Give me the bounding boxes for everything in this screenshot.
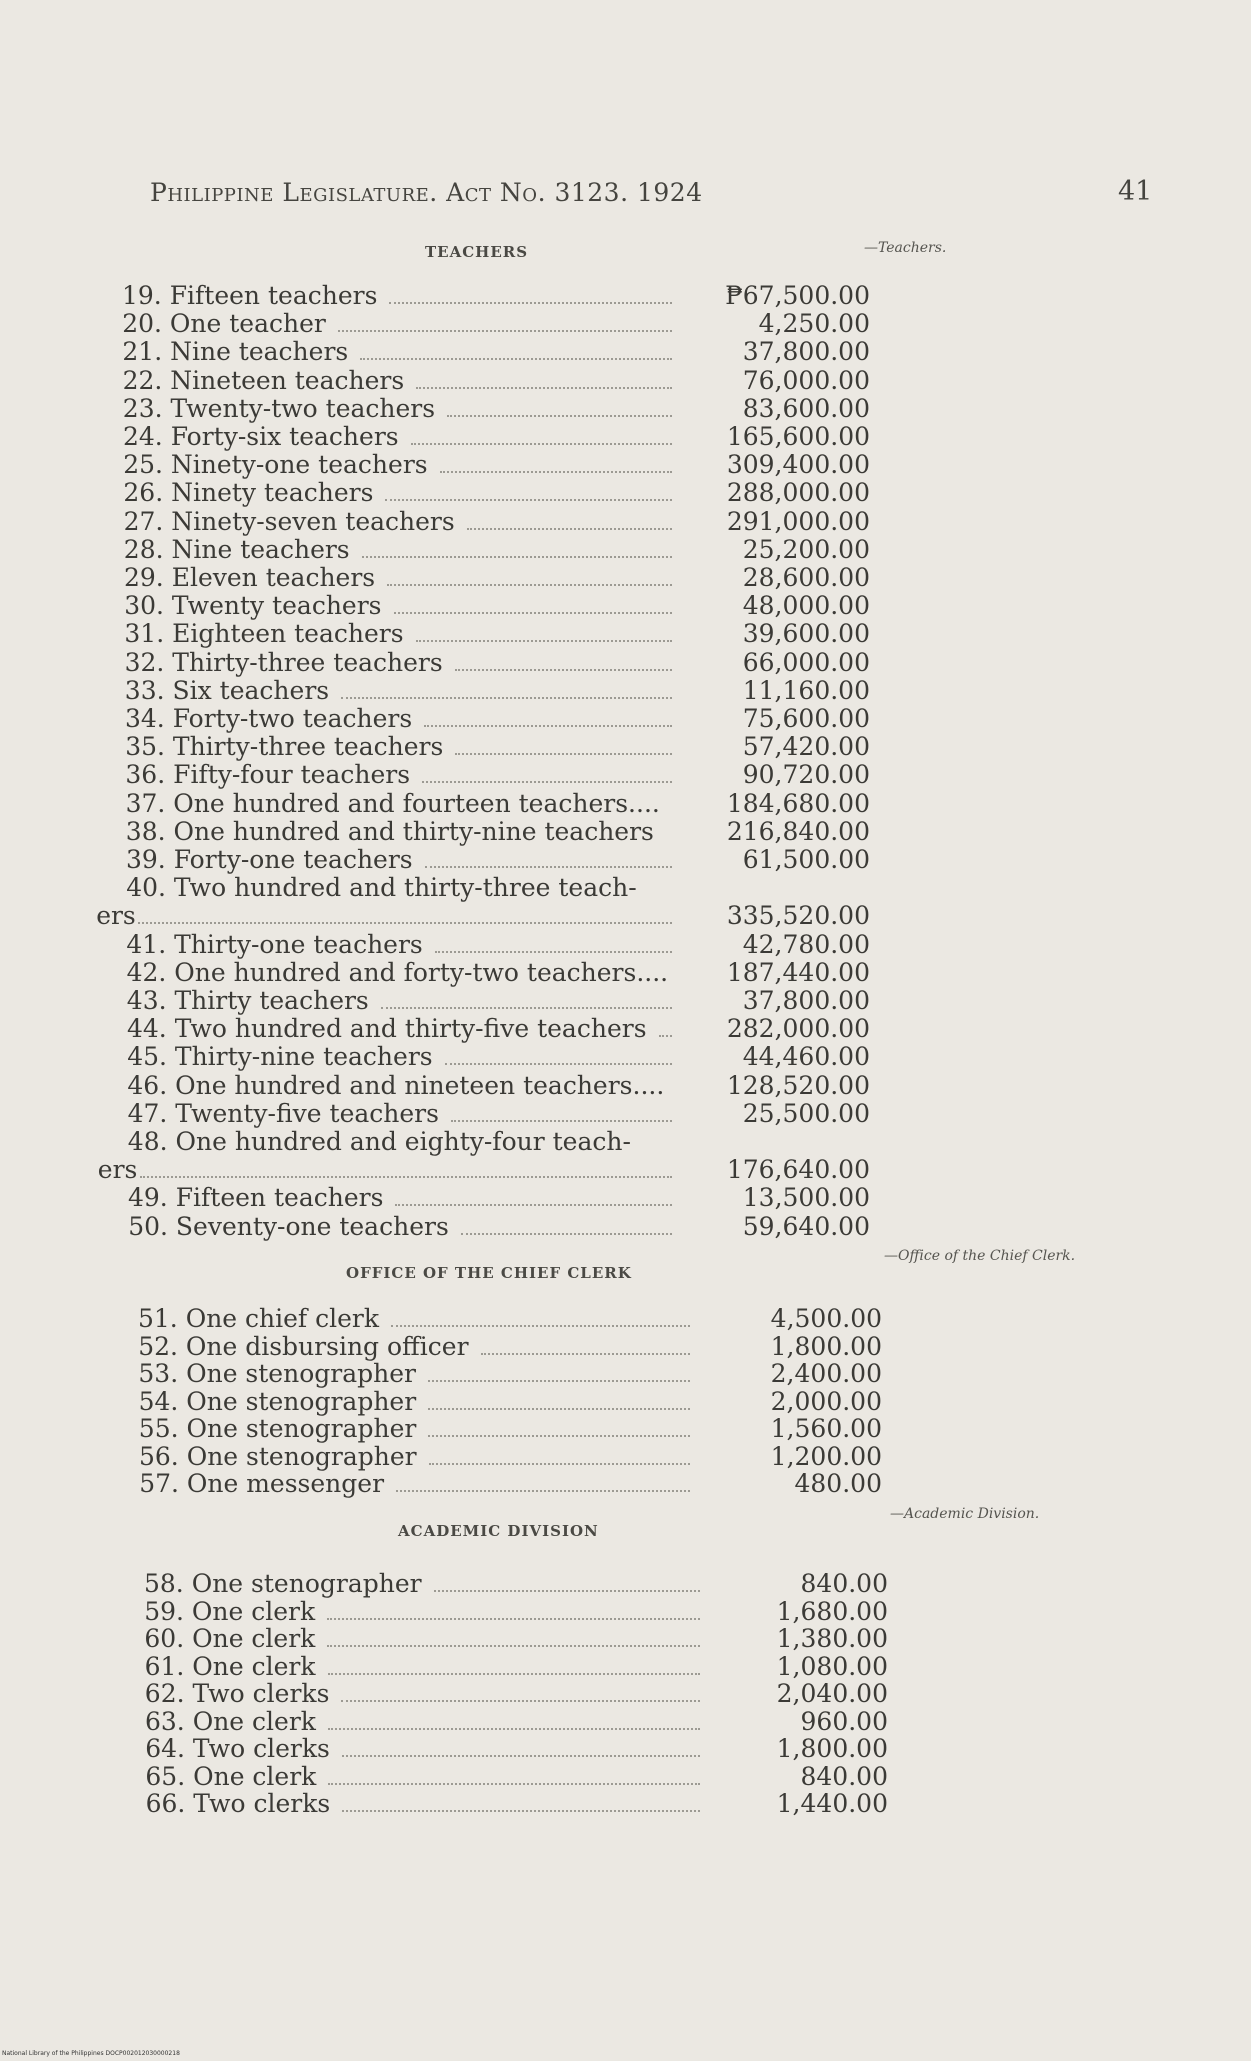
item-label: 28. Nine teachers (123, 534, 350, 564)
page-number: 41 (1118, 176, 1153, 207)
item-label: 60. One clerk (144, 1624, 316, 1653)
leader-dots (447, 395, 672, 417)
item-label: 31. Eighteen teachers (124, 619, 404, 649)
list-item (125, 705, 1025, 733)
item-amount: 66,000.00 (742, 647, 870, 677)
item-label: 43. Thirty teachers (126, 986, 369, 1015)
leader-dots (342, 1790, 700, 1812)
list-item (123, 395, 1023, 423)
item-amount: 960.00 (800, 1706, 888, 1736)
item-label: 57. One messenger (139, 1469, 385, 1498)
list-item (128, 1100, 1028, 1128)
leader-dots (387, 564, 672, 586)
leader-dots (416, 367, 672, 389)
item-amount: 13,500.00 (742, 1183, 870, 1213)
item-amount: 44,460.00 (742, 1042, 870, 1072)
leader-dots (425, 846, 672, 868)
item-label: 27. Ninety-seven teachers (123, 506, 455, 536)
item-label: 38. One hundred and thirty-nine teachers (125, 816, 654, 846)
item-amount: 90,720.00 (742, 760, 870, 790)
item-label: 58. One stenographer (144, 1569, 422, 1598)
item-label: 23. Twenty-two teachers (122, 393, 436, 423)
item-label: 62. Two clerks (144, 1679, 330, 1708)
section-heading-teachers: TEACHERS (425, 243, 529, 261)
item-amount: 11,160.00 (742, 675, 870, 705)
leader-dots (440, 451, 672, 473)
item-amount: 76,000.00 (742, 365, 870, 395)
list-item (126, 818, 1026, 846)
list-item (124, 564, 1024, 592)
list-item (127, 987, 1027, 1015)
item-label: 61. One clerk (144, 1651, 316, 1681)
item-amount: 840.00 (800, 1761, 888, 1791)
item-label: 19. Fifteen teachers (122, 281, 378, 310)
item-label: 30. Twenty teachers (124, 591, 382, 621)
leader-dots (381, 987, 672, 1009)
leader-dots (138, 902, 672, 924)
item-amount: 1,680.00 (776, 1596, 888, 1626)
item-label: 29. Eleven teachers (124, 563, 376, 592)
item-amount: 282,000.00 (726, 1014, 870, 1044)
item-amount: 42,780.00 (742, 929, 870, 959)
item-amount: 59,640.00 (742, 1211, 870, 1241)
list-item (122, 282, 1022, 310)
item-amount: 187,440.00 (726, 957, 870, 987)
item-amount: 37,800.00 (742, 337, 870, 367)
item-label: 25. Ninety-one teachers (123, 450, 428, 480)
list-item (139, 1470, 1039, 1498)
item-label: 42. One hundred and forty-two teachers.... (126, 957, 669, 987)
list-item (122, 338, 1022, 366)
leader-dots (360, 338, 672, 360)
item-label: 54. One stenographer (138, 1386, 417, 1416)
leader-dots (327, 1625, 700, 1647)
item-amount: 840.00 (800, 1569, 888, 1598)
list-item (123, 451, 1023, 479)
leader-dots (467, 508, 672, 530)
leader-dots (428, 1415, 690, 1437)
list-item-continuation (96, 902, 996, 930)
item-label: 20. One teacher (122, 309, 326, 339)
margin-note-teachers: —Teachers. (864, 240, 947, 256)
item-label: 49. Fifteen teachers (128, 1183, 384, 1213)
leader-dots (435, 931, 672, 953)
item-amount: 216,840.00 (726, 816, 870, 846)
item-label-continuation: ers (96, 901, 136, 931)
list-item (123, 367, 1023, 395)
footer-credit: National Library of the Philippines DOCP002012030000218 (2, 2050, 180, 2057)
item-label: 22. Nineteen teachers (122, 365, 405, 395)
item-amount: ₱67,500.00 (725, 281, 870, 310)
item-label: 59. One clerk (144, 1596, 316, 1626)
item-label: 47. Twenty-five teachers (127, 1098, 439, 1128)
item-label: 37. One hundred and fourteen teachers.... (125, 788, 660, 818)
list-item (126, 931, 1026, 959)
item-amount: 28,600.00 (742, 563, 870, 592)
item-amount: 335,520.00 (726, 901, 870, 931)
list-item (139, 1443, 1039, 1471)
item-amount: 57,420.00 (742, 732, 870, 762)
list-item (123, 423, 1023, 451)
leader-dots (328, 1763, 700, 1785)
list-item (145, 1680, 1045, 1708)
leader-dots (455, 733, 672, 755)
item-amount: 39,600.00 (742, 619, 870, 649)
item-label: 24. Forty-six teachers (123, 422, 399, 451)
item-amount: 4,500.00 (770, 1304, 882, 1333)
list-item (138, 1360, 1038, 1388)
list-item (128, 1128, 1028, 1156)
item-amount: 1,800.00 (776, 1734, 888, 1763)
item-label: 66. Two clerks (145, 1789, 331, 1818)
item-amount: 2,400.00 (770, 1359, 882, 1388)
leader-dots (659, 1015, 672, 1037)
item-label: 26. Ninety teachers (123, 478, 374, 508)
list-item (127, 959, 1027, 987)
item-label: 41. Thirty-one teachers (126, 929, 423, 959)
leader-dots (424, 705, 672, 727)
leader-dots (140, 1156, 672, 1178)
leader-dots (385, 479, 672, 501)
section-heading-academic: ACADEMIC DIVISION (398, 1522, 599, 1540)
list-item (138, 1305, 1038, 1333)
list-item (146, 1790, 1046, 1818)
item-amount: 184,680.00 (726, 788, 870, 818)
item-label-continuation: ers (97, 1155, 138, 1185)
leader-dots (327, 1598, 700, 1620)
item-amount: 176,640.00 (726, 1155, 870, 1185)
list-item (127, 1043, 1027, 1071)
leader-dots (342, 1735, 700, 1757)
list-item (126, 790, 1026, 818)
item-amount: 2,040.00 (776, 1679, 888, 1708)
leader-dots (391, 1305, 690, 1327)
list-item (139, 1415, 1039, 1443)
item-amount: 1,440.00 (776, 1789, 888, 1818)
leader-dots (396, 1470, 690, 1492)
list-item (122, 310, 1022, 338)
list-item (125, 677, 1025, 705)
leader-dots (341, 677, 672, 699)
item-amount: 1,800.00 (770, 1331, 882, 1361)
list-item (125, 733, 1025, 761)
item-label: 64. Two clerks (145, 1734, 330, 1763)
item-label: 53. One stenographer (138, 1359, 416, 1388)
list-item (128, 1184, 1028, 1212)
leader-dots (429, 1443, 690, 1465)
list-item (144, 1625, 1044, 1653)
margin-note-chief-clerk: —Office of the Chief Clerk. (884, 1248, 1076, 1264)
item-label: 56. One stenographer (139, 1441, 417, 1471)
list-item (124, 536, 1024, 564)
item-label: 40. Two hundred and thirty-three teach- (126, 873, 637, 903)
item-amount: 128,520.00 (726, 1070, 870, 1100)
item-amount: 25,200.00 (742, 534, 870, 564)
leader-dots (411, 423, 672, 445)
item-label: 44. Two hundred and thirty-five teachers (127, 1014, 647, 1044)
list-item (126, 846, 1026, 874)
item-amount: 291,000.00 (726, 506, 870, 536)
leader-dots (362, 536, 672, 558)
item-label: 32. Thirty-three teachers (124, 647, 443, 677)
item-amount: 480.00 (794, 1469, 882, 1498)
list-item (145, 1763, 1045, 1791)
leader-dots (461, 1213, 672, 1235)
leader-dots (428, 1388, 690, 1410)
list-item (138, 1333, 1038, 1361)
item-amount: 1,200.00 (770, 1441, 882, 1471)
list-item (128, 1213, 1028, 1241)
item-amount: 25,500.00 (742, 1098, 870, 1128)
item-amount: 1,380.00 (776, 1624, 888, 1653)
leader-dots (445, 1043, 672, 1065)
leader-dots (451, 1100, 672, 1122)
list-item (124, 620, 1024, 648)
margin-note-academic: —Academic Division. (890, 1506, 1040, 1522)
list-item (124, 592, 1024, 620)
list-item (127, 1072, 1027, 1100)
list-item (125, 649, 1025, 677)
list-item (145, 1735, 1045, 1763)
leader-dots (422, 761, 672, 783)
list-item (124, 508, 1024, 536)
item-label: 35. Thirty-three teachers (125, 732, 444, 762)
item-amount: 4,250.00 (758, 309, 870, 339)
leader-dots (455, 649, 672, 671)
leader-dots (389, 282, 672, 304)
leader-dots (416, 620, 672, 642)
list-item (145, 1708, 1045, 1736)
item-amount: 83,600.00 (742, 393, 870, 423)
list-item (144, 1598, 1044, 1626)
item-label: 45. Thirty-nine teachers (127, 1042, 433, 1072)
item-label: 65. One clerk (145, 1761, 317, 1791)
item-label: 52. One disbursing officer (138, 1331, 469, 1361)
item-amount: 288,000.00 (726, 478, 870, 508)
leader-dots (434, 1570, 700, 1592)
item-label: 36. Fifty-four teachers (125, 760, 411, 790)
item-label: 63. One clerk (145, 1706, 316, 1736)
leader-dots (394, 592, 672, 614)
item-label: 46. One hundred and nineteen teachers.... (127, 1070, 665, 1100)
item-label: 21. Nine teachers (122, 337, 349, 367)
list-item (139, 1388, 1039, 1416)
item-amount: 1,560.00 (770, 1414, 882, 1443)
item-label: 34. Forty-two teachers (125, 704, 413, 733)
item-amount: 37,800.00 (742, 986, 870, 1015)
leader-dots (328, 1653, 700, 1675)
list-item (123, 479, 1023, 507)
list-item (145, 1653, 1045, 1681)
section-heading-chief-clerk: OFFICE OF THE CHIEF CLERK (346, 1264, 632, 1282)
leader-dots (428, 1360, 690, 1382)
item-amount: 165,600.00 (726, 422, 870, 451)
running-head: Philippine Legislature. Act No. 3123. 1924 (150, 178, 703, 207)
list-item-continuation (98, 1156, 998, 1184)
leader-dots (341, 1680, 700, 1702)
item-label: 48. One hundred and eighty-four teach- (127, 1127, 631, 1156)
item-label: 33. Six teachers (124, 675, 330, 705)
item-label: 55. One stenographer (138, 1414, 417, 1443)
item-amount: 1,080.00 (776, 1651, 888, 1681)
leader-dots (338, 310, 672, 332)
list-item (125, 761, 1025, 789)
item-amount: 48,000.00 (742, 591, 870, 621)
item-amount: 309,400.00 (726, 450, 870, 480)
leader-dots (395, 1184, 672, 1206)
leader-dots (481, 1333, 690, 1355)
item-amount: 75,600.00 (742, 704, 870, 733)
item-amount: 2,000.00 (770, 1386, 882, 1416)
item-amount: 61,500.00 (742, 845, 870, 874)
item-label: 50. Seventy-one teachers (128, 1211, 449, 1241)
list-item (126, 874, 1026, 902)
item-label: 51. One chief clerk (138, 1304, 380, 1333)
leader-dots (328, 1708, 700, 1730)
list-item (127, 1015, 1027, 1043)
list-item (144, 1570, 1044, 1598)
item-label: 39. Forty-one teachers (126, 845, 413, 874)
